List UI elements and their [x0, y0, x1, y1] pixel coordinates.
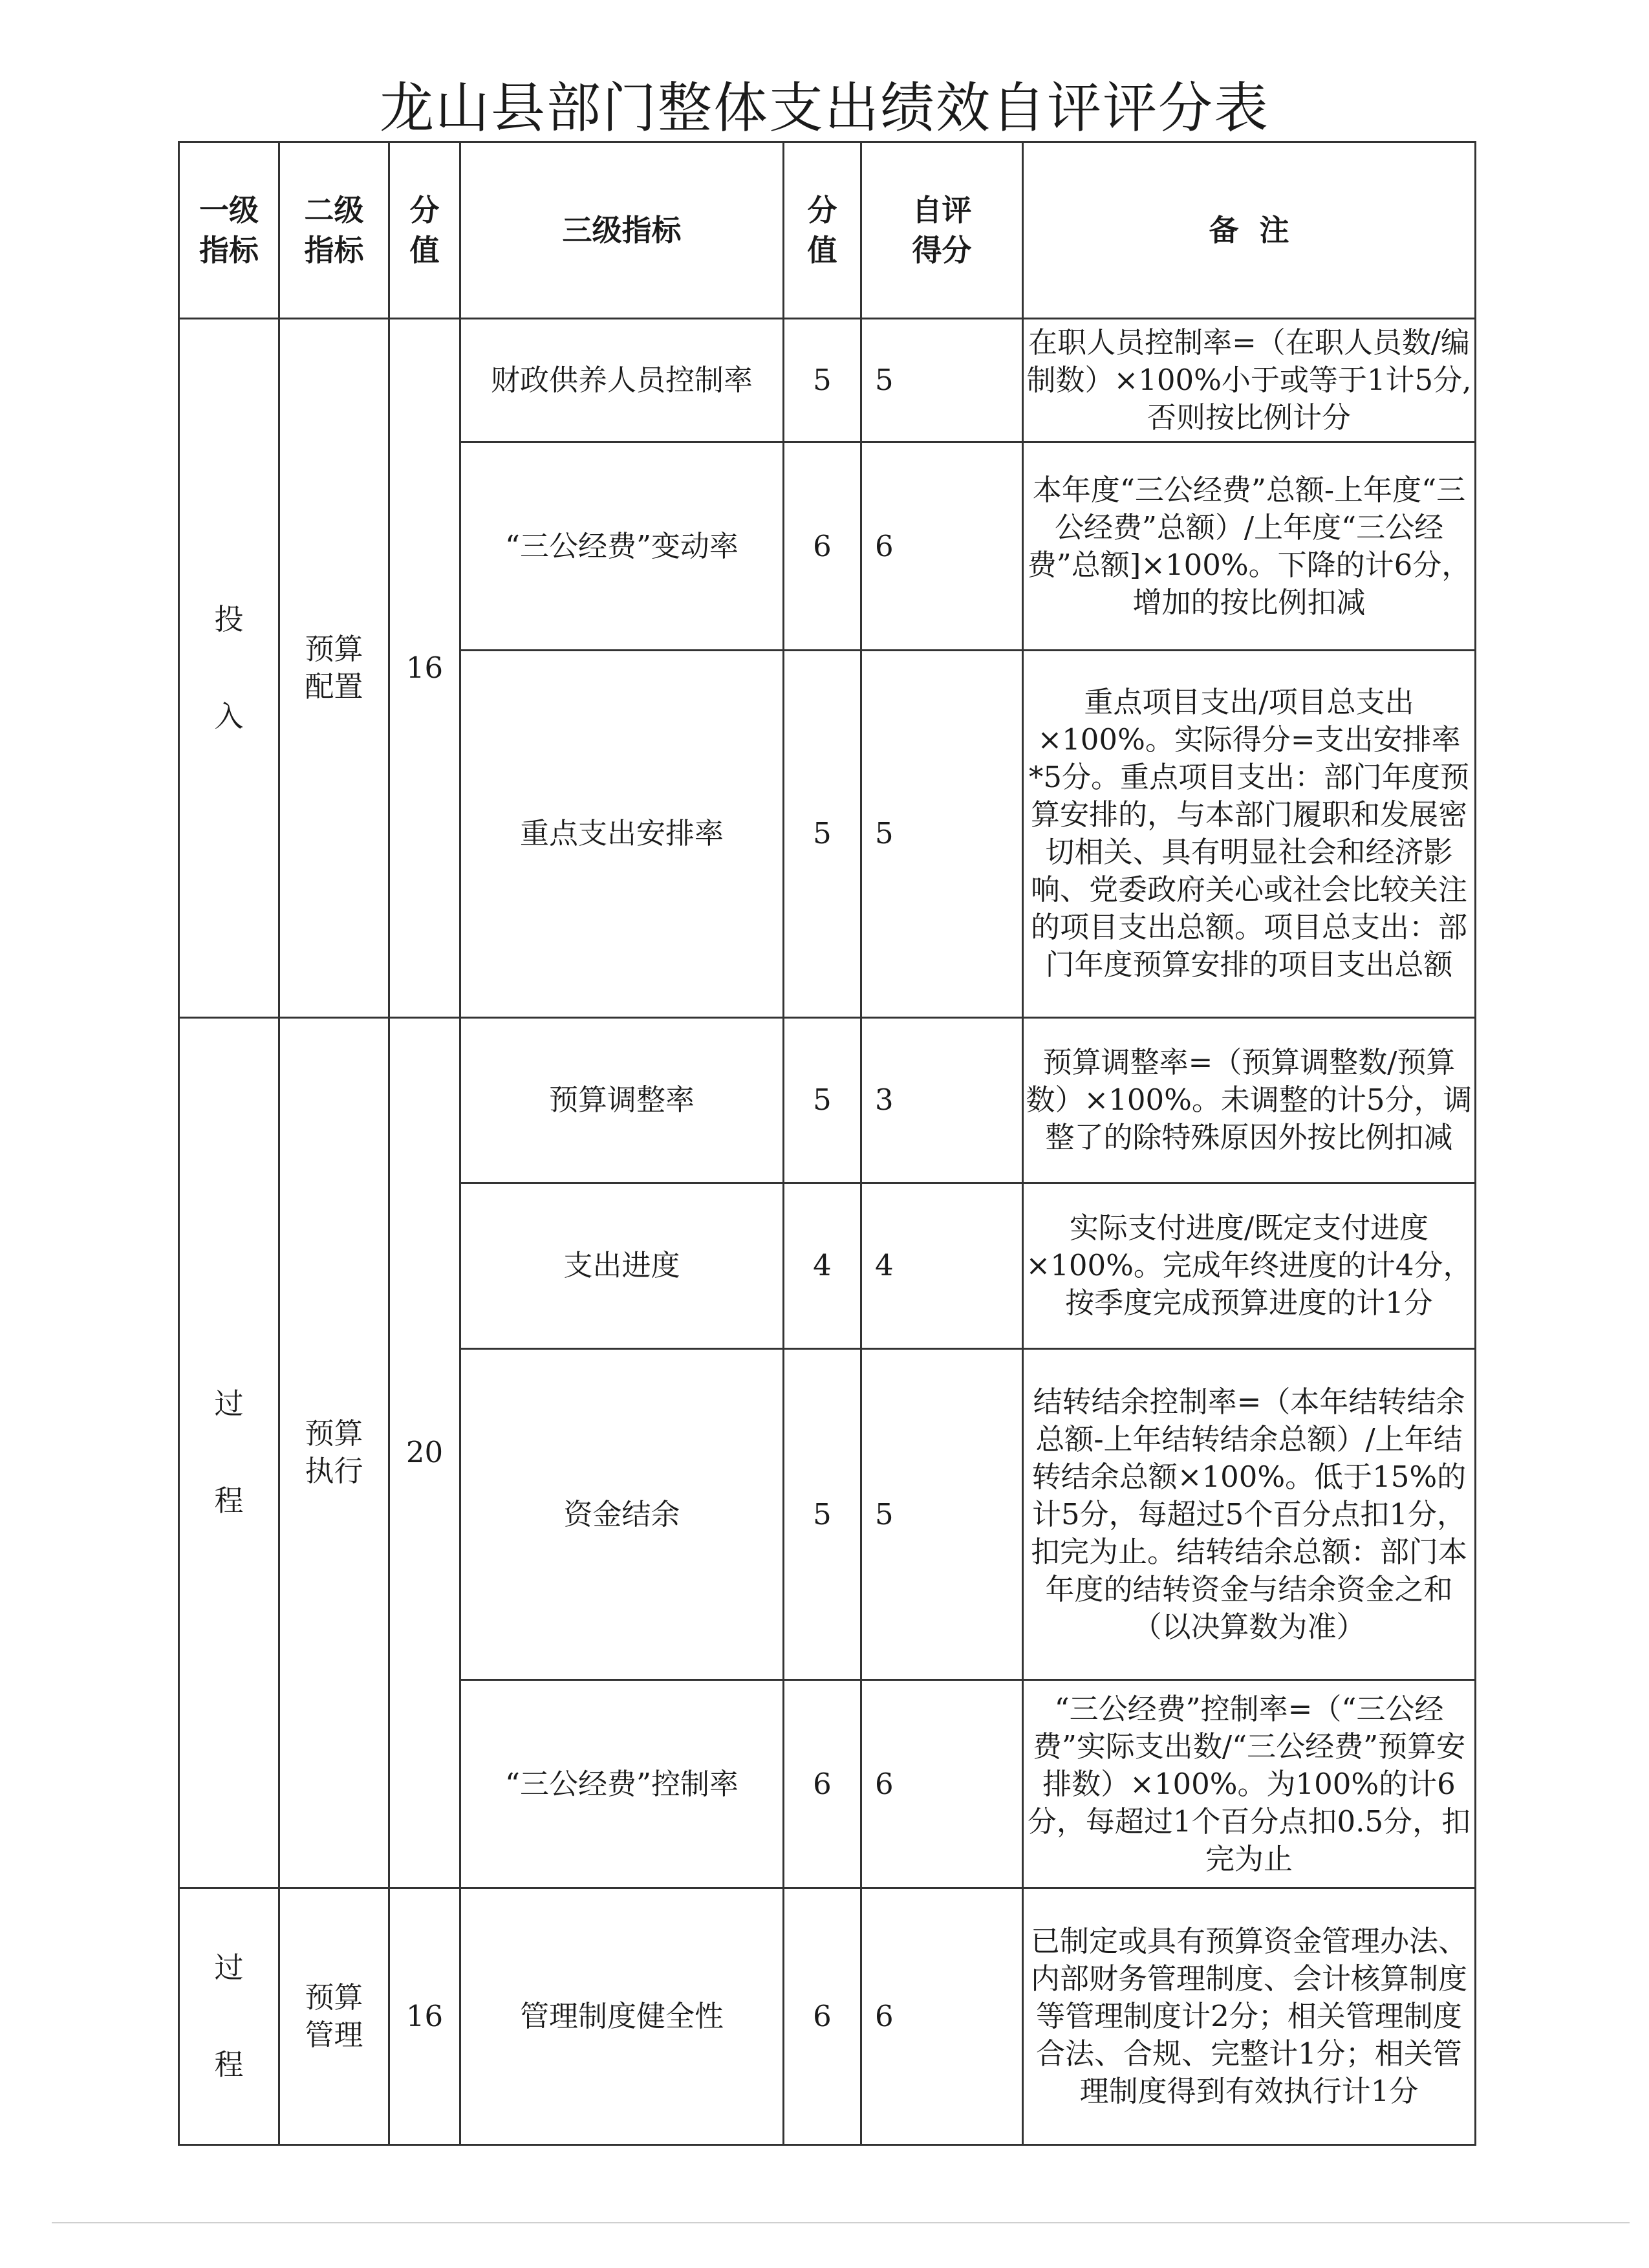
- header-note: 备 注: [1023, 142, 1476, 319]
- note-cell: 在职人员控制率=（在职人员数/编制数）×100%小于或等于1计5分,否则按比例计分: [1023, 319, 1476, 442]
- indicator-score: 5: [784, 1348, 861, 1679]
- page-title: 龙山县部门整体支出绩效自评评分表: [379, 76, 1269, 140]
- note-cell: 结转结余控制率=（本年结转结余总额-上年结转结余总额）/上年结转结余总额×100%。低于15%的计5分，每超过5个百分点扣1分，扣完为止。结转结余总额：部门本年度的结转资金与结余资金之和（以决算数为准）: [1023, 1348, 1476, 1679]
- indicator-name: 支出进度: [460, 1183, 784, 1348]
- table-row: [179, 1017, 1476, 1183]
- indicator-score: 6: [784, 442, 861, 651]
- indicator-score: 5: [784, 1017, 861, 1183]
- indicator-name: 管理制度健全性: [460, 1888, 784, 2145]
- page-edge-line: [52, 2222, 1630, 2223]
- header-level1: 一级 指标: [179, 142, 279, 319]
- header-level2: 二级 指标: [279, 142, 389, 319]
- indicator-name: 财政供养人员控制率: [460, 319, 784, 442]
- indicator-score: 4: [784, 1183, 861, 1348]
- indicator-name: 重点支出安排率: [460, 650, 784, 1017]
- self-score: 6: [861, 1680, 1023, 1888]
- self-score: 3: [861, 1017, 1023, 1183]
- note-cell: 实际支付进度/既定支付进度×100%。完成年终进度的计4分，按季度完成预算进度的计1分: [1023, 1183, 1476, 1348]
- indicator-name: 预算调整率: [460, 1017, 784, 1183]
- table-row: [179, 319, 1476, 442]
- score-table: [178, 141, 1476, 2146]
- level1-cell: 过 程: [179, 1888, 279, 2145]
- indicator-name: “三公经费”控制率: [460, 1680, 784, 1888]
- level2-cell: 预算 管理: [279, 1888, 389, 2145]
- group-score-cell: 20: [389, 1017, 460, 1888]
- group-score-cell: 16: [389, 319, 460, 1017]
- self-score: 6: [861, 442, 1023, 651]
- note-cell: “三公经费”控制率=（“三公经费”实际支出数/“三公经费”预算安排数）×100%。为100%的计6分，每超过1个百分点扣0.5分，扣完为止: [1023, 1680, 1476, 1888]
- header-row: [179, 142, 1476, 319]
- note-cell: 已制定或具有预算资金管理办法、内部财务管理制度、会计核算制度等管理制度计2分；相关管理制度合法、合规、完整计1分；相关管理制度得到有效执行计1分: [1023, 1888, 1476, 2145]
- header-level3: 三级指标: [460, 142, 784, 319]
- header-score2: 分 值: [784, 142, 861, 319]
- level1-cell: 过 程: [179, 1017, 279, 1888]
- table-row: [179, 1888, 1476, 2145]
- self-score: 4: [861, 1183, 1023, 1348]
- level2-cell: 预算 配置: [279, 319, 389, 1017]
- indicator-score: 6: [784, 1888, 861, 2145]
- indicator-score: 6: [784, 1680, 861, 1888]
- level2-cell: 预算 执行: [279, 1017, 389, 1888]
- self-score: 5: [861, 650, 1023, 1017]
- header-self-score: 自评 得分: [861, 142, 1023, 319]
- level1-cell: 投 入: [179, 319, 279, 1017]
- group-score-cell: 16: [389, 1888, 460, 2145]
- self-score: 5: [861, 1348, 1023, 1679]
- note-cell: 重点项目支出/项目总支出×100%。实际得分=支出安排率*5分。重点项目支出：部门年度预算安排的，与本部门履职和发展密切相关、具有明显社会和经济影响、党委政府关心或社会比较关注的项目支出总额。项目总支出：部门年度预算安排的项目支出总额: [1023, 650, 1476, 1017]
- indicator-score: 5: [784, 650, 861, 1017]
- indicator-score: 5: [784, 319, 861, 442]
- indicator-name: “三公经费”变动率: [460, 442, 784, 651]
- header-score1: 分 值: [389, 142, 460, 319]
- note-cell: 本年度“三公经费”总额-上年度“三公经费”总额）/上年度“三公经费”总额]×100%。下降的计6分，增加的按比例扣减: [1023, 442, 1476, 651]
- self-score: 5: [861, 319, 1023, 442]
- indicator-name: 资金结余: [460, 1348, 784, 1679]
- note-cell: 预算调整率=（预算调整数/预算数）×100%。未调整的计5分，调整了的除特殊原因外按比例扣减: [1023, 1017, 1476, 1183]
- self-score: 6: [861, 1888, 1023, 2145]
